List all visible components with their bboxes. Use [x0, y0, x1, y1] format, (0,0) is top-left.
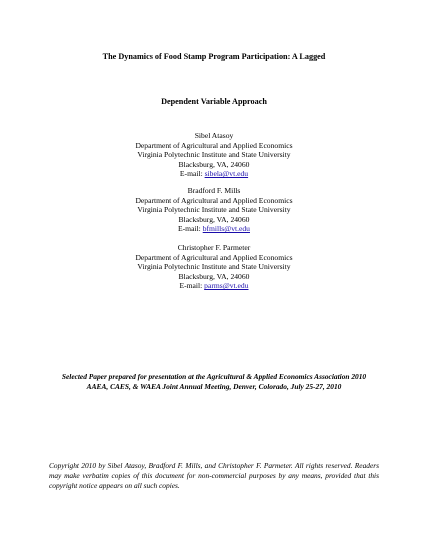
author-email-line [64, 281, 364, 291]
author-email-link[interactable]: parms@vt.edu [204, 281, 249, 291]
author-institution: Virginia Polytechnic Institute and State University [137, 150, 291, 160]
author-block-parmeter [64, 243, 364, 291]
author-email-link[interactable]: bfmills@vt.edu [202, 224, 250, 234]
email-label: E-mail: [178, 224, 203, 234]
author-email-line [64, 224, 364, 234]
author-email-line [64, 169, 364, 179]
author-location: Blacksburg, VA, 24060 [178, 214, 250, 224]
author-institution: Virginia Polytechnic Institute and State University [137, 205, 291, 215]
author-institution: Virginia Polytechnic Institute and State University [137, 262, 291, 272]
author-department: Department of Agricultural and Applied Economics [135, 252, 293, 262]
author-block-mills [64, 186, 364, 234]
author-location: Blacksburg, VA, 24060 [178, 159, 250, 169]
selected-paper-line-2: AAEA, CAES, & WAEA Joint Annual Meeting, Denver, Colorado, July 25-27, 2010 [86, 382, 342, 392]
author-name: Bradford F. Mills [187, 186, 241, 195]
selected-paper-line-1: Selected Paper prepared for presentation at the Agricultural & Applied Economics Association 2010 [61, 372, 367, 381]
author-block-atasoy [64, 131, 364, 179]
author-name: Sibel Atasoy [194, 131, 234, 140]
author-email-link[interactable]: sibela@vt.edu [204, 169, 249, 179]
author-name: Christopher F. Parmeter [177, 243, 251, 252]
paper-title-line-1: The Dynamics of Food Stamp Program Participation: A Lagged [102, 52, 326, 61]
email-label: E-mail: [179, 169, 205, 179]
selected-paper-note [24, 372, 404, 393]
email-label: E-mail: [179, 281, 205, 291]
author-department: Department of Agricultural and Applied Economics [135, 140, 293, 150]
paper-title-line-2: Dependent Variable Approach [161, 97, 267, 106]
author-department: Department of Agricultural and Applied Economics [135, 195, 293, 205]
copyright-notice: Copyright 2010 by Sibel Atasoy, Bradford F. Mills, and Christopher F. Parmeter. All rights reserved. Readers may make verbatim copies of this document for non-commercial purposes by any means, provided that this copyright notice appears on all such copies. [49, 461, 379, 491]
author-location: Blacksburg, VA, 24060 [178, 271, 250, 281]
